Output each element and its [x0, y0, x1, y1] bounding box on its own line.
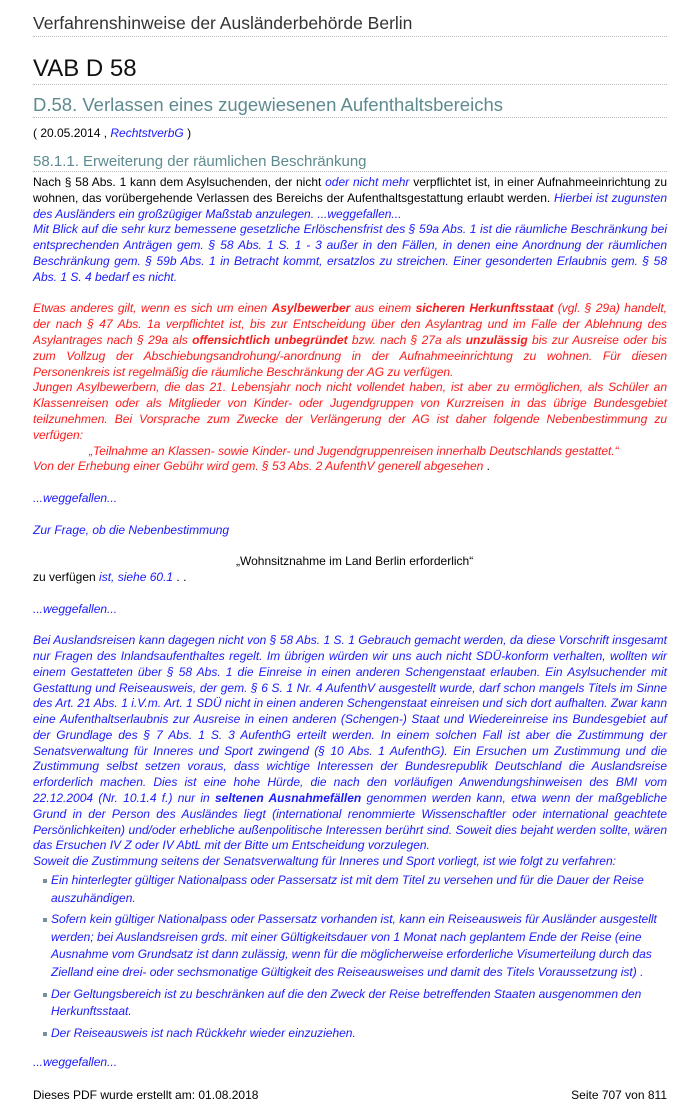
date-line — [33, 125, 667, 141]
footer-created-date: Dieses PDF wurde erstellt am: 01.08.2018 — [33, 1088, 259, 1103]
quoted-provision — [33, 444, 667, 460]
paragraph-spacer — [33, 617, 667, 633]
document-id-heading: VAB D 58 — [33, 55, 667, 85]
paragraph — [33, 633, 667, 854]
square-bullet-icon — [43, 918, 47, 922]
text-run: . . — [173, 569, 187, 584]
text-run: Asylbewerber — [271, 301, 351, 316]
paragraph-spacer — [33, 475, 667, 491]
paragraph-spacer — [33, 586, 667, 602]
paragraph — [33, 459, 667, 475]
paragraph — [33, 602, 667, 618]
text-run: sicheren Herkunftsstaat — [415, 301, 554, 316]
paragraph-spacer — [33, 286, 667, 302]
text-run: Nach § 58 Abs. 1 kann dem Asylsuchenden, der nicht — [33, 175, 326, 189]
text-run: ...weggefallen... — [33, 490, 118, 505]
text-run: Zur Frage, ob die Nebenbestimmung — [33, 522, 230, 537]
paragraph — [33, 301, 667, 380]
text-run: ...weggefallen... — [33, 601, 118, 616]
list-item-text: Sofern kein gültiger Nationalpass oder Passersatz vorhanden ist, kann ein Reiseausweis für Ausländer ausgestellt werden; bei Auslandsreisen grds. mit einer Gültigkeitsdauer von 1 Monat nach geplantem Ende der Reise (eine Ausnahme vom Grundsatz ist dann zulässig, wenn für die möglicherweise erforderliche Visumerteilung durch das Zielland eine drei- oder sechsmonatige Gültigkeit des Reiseausweises und damit des Titels Voraussetzung ist) . — [51, 912, 657, 980]
text-run: oder nicht mehr — [325, 175, 410, 189]
subsection-title: 58.1.1. Erweiterung der räumlichen Beschränkung — [33, 153, 667, 172]
list-item — [33, 911, 667, 981]
paragraph-spacer — [33, 538, 667, 554]
text-run: Mit Blick auf die sehr kurz bemessene gesetzliche Erlöschensfrist des § 59a Abs. 1 ist die räumliche Beschränkung bei entsprechenden Anträgen gem. § 58 Abs. 1 S. 1 - 3 außer in den Fällen, in denen eine Anordnung der räumlichen Beschränkung gem. § 59b Abs. 1 in Betracht kommt, ersatzlos zu streichen. Einer gesonderten Erlaubnis gem. § 58 Abs. 1 S. 4 bedarf es nicht. — [33, 222, 667, 284]
section-title: D.58. Verlassen eines zugewiesenen Aufenthaltsbereichs — [33, 93, 667, 118]
square-bullet-icon — [43, 993, 47, 997]
paragraph — [33, 175, 667, 222]
paragraph — [33, 222, 667, 285]
paragraph — [33, 854, 667, 870]
date-text: ( 20.05.2014 , — [33, 126, 111, 140]
paragraph — [33, 523, 667, 539]
text-run: „Wohnsitznahme im Land Berlin erforderlich“ — [236, 554, 474, 569]
square-bullet-icon — [43, 1032, 47, 1036]
paragraph — [33, 491, 667, 507]
quoted-provision — [33, 554, 667, 570]
text-run: zu verfügen — [33, 569, 100, 584]
list-item-text: Der Geltungsbereich ist zu beschränken auf die den Zweck der Reise betreffenden Staaten ausgenommen den Herkunftsstaat. — [51, 986, 642, 1019]
text-run: Etwas anderes gilt, wenn es sich um einen — [33, 301, 272, 316]
text-run: offensichtlich unbegründet — [192, 332, 348, 347]
body-text — [33, 175, 667, 870]
page-footer — [33, 1071, 667, 1103]
square-bullet-icon — [43, 879, 47, 883]
document-header-title: Verfahrenshinweise der Ausländerbehörde Berlin — [33, 0, 667, 37]
text-run: „Teilnahme an Klassen- sowie Kinder- und Jugendgruppenreisen innerhalb Deutschlands gestattet.“ — [89, 443, 619, 458]
text-run: genommen werden kann, etwa wenn der maßgebliche Grund in der Person des Ausländes liegt (international renommierte Wissenschaftler oder international geachtete Persönlichkeiten) und/oder erhebliche außenpolitische Interessen berührt sind. Soweit dies bejaht werden sollte, wären das Ersuchen IV Z oder IV AbtL mit der Bitte um Entscheidung vorzulegen. — [33, 791, 668, 853]
text-run: ist, siehe 60.1 — [99, 569, 174, 584]
list-item-text: Ein hinterlegter gültiger Nationalpass oder Passersatz ist mit dem Titel zu versehen und für die Dauer der Reise auszuhändigen. — [51, 873, 644, 905]
text-run: Hierbei ist zugunsten des Ausländers ein großzügiger Maßstab anzulegen. ...weggefallen... — [33, 190, 667, 221]
text-run: (vgl. § 29a) handelt, der nach § 47 Abs. 1a verpflichtet ist, bis zur Entscheidung über den Asylantrag und im Falle der Ablehnung des Asylantrages nach § 29a als — [33, 301, 667, 347]
list-item — [33, 1025, 667, 1043]
date-close: ) — [183, 126, 192, 140]
text-run: Bei Auslandsreisen kann dagegen nicht von § 58 Abs. 1 S. 1 Gebrauch gemacht werden, da diese Vorschrift insgesamt nur Fragen des Inlandsaufenthaltes regelt. Im übrigen würden wir uns auch nicht SDÜ-konform verhalten, wollten wir einem Gestatteten über § 58 Abs. 1 die Einreise in einen anderen Schengenstaat erlauben. Ein Asylsuchender mit Gestattung und Reiseausweis, der gem. § 6 S. 1 Nr. 4 AufenthV ausgestellt wurde, darf schon mangels Titels im Sinne des Art. 21 Abs. 1 i.V.m. Art. 1 SDÜ nicht in einen anderen Schengenstaat einreisen und sich dort aufhalten. Zwar kann eine Aufenthaltserlaubnis zur Ausreise in einen anderen (Schengen-) Staat und Wiedereinreise ins Bundesgebiet auf der Grundlage des § 7 Abs. 1 S. 3 AufenthG erteilt werden. In einem solchen Fall ist aber die Zustimmung der Senatsverwaltung für Inneres und Sport zwingend (§ 10 Abs. 1 AufenthG). Ein Ersuchen um Zustimmung und die Zustimmung selbst setzen voraus, dass wichtige Interessen der Bundesrepublik Deutschland die Auslandsreise erforderlich machen. Dies ist eine hohe Hürde, die nach den vorläufigen Anwendungshinweisen des BMI vom 22.12.2004 (Nr. 10.1.4 f.) nur in — [33, 633, 667, 806]
text-run: . — [483, 459, 490, 474]
text-run: seltenen Ausnahmefällen — [215, 791, 362, 806]
text-run: bis zur Ausreise oder bis zum Vollzug der Abschiebungsandrohung/-anordnung in der Aufnahmeeinrichtung zu wohnen. Für diesen Personenkreis ist regelmäßig die räumliche Beschränkung der AG zu verfügen. — [33, 332, 668, 379]
procedure-list — [33, 872, 667, 1042]
list-item-text: Der Reiseausweis ist nach Rückkehr wieder einzuziehen. — [51, 1025, 356, 1040]
document-content — [33, 0, 667, 1071]
footer-page-number: Seite 707 von 811 — [571, 1088, 667, 1103]
list-item — [33, 872, 667, 907]
weggefallen-note: ...weggefallen... — [33, 1055, 118, 1070]
text-run: bzw. nach § 27a als — [347, 332, 466, 347]
text-run: Jungen Asylbewerbern, die das 21. Lebensjahr noch nicht vollendet haben, ist aber zu ermöglichen, als Schüler an Klassenreisen oder als Mitglieder von Kinder- oder Jugendgruppen von Kurzreisen in das übrige Bundesgebiet teilzunehmen. Bei Vorsprache zum Zwecke der Verlängerung der AG ist daher folgende Nebenbestimmung zu verfügen: — [33, 380, 667, 442]
rechtstverbg-link[interactable]: RechtstverbG — [110, 126, 184, 140]
text-run: Soweit die Zustimmung seitens der Senatsverwaltung für Inneres und Sport vorliegt, ist wie folgt zu verfahren: — [33, 854, 616, 869]
paragraph — [33, 570, 667, 586]
paragraph — [33, 380, 667, 443]
text-run: aus einem — [350, 301, 416, 316]
text-run: verpflichtet ist, in einer Aufnahmeeinrichtung zu wohnen, das vorübergehende Verlassen des Bereichs der Aufenthaltsgestattung erlaubt werden. — [33, 175, 667, 205]
text-run: Von der Erhebung einer Gebühr wird gem. § 53 Abs. 2 AufenthV generell abgesehen — [33, 459, 484, 474]
paragraph-spacer — [33, 507, 667, 523]
text-run: unzulässig — [465, 332, 528, 347]
list-item — [33, 986, 667, 1021]
